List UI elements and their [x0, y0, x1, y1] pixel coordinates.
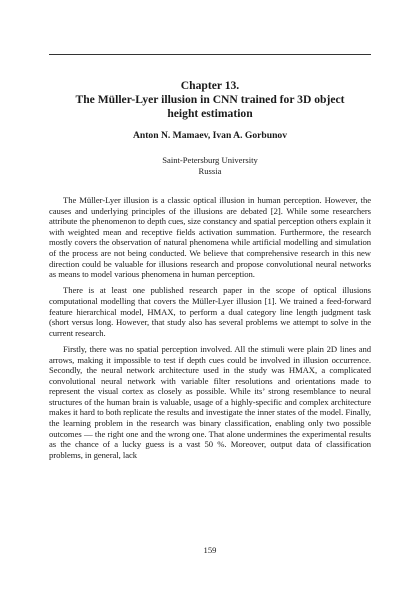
chapter-heading: [49, 79, 371, 121]
paragraph-1: The Müller-Lyer illusion is a classic optical illusion in human perception. However, the causes and underlying principles of the illusions are debated [2]. While some researchers attribute the phenomenon to depth cues, size constancy and spatial perception others explain it with weighted mean and receptive fields activation summation. Furthermore, the research mostly covers the observation of natural phenomena while artificial modelling and simulation of the process are not being conducted. We believe that comprehensive research in this new direction could be valuable for illusions research and propose convolutional neural networks as means to model various phenomena in human perception.: [49, 195, 371, 280]
affiliation: [49, 155, 371, 177]
book-page: [49, 0, 371, 595]
authors: Anton N. Mamaev, Ivan A. Gorbunov: [132, 130, 288, 141]
chapter-title-line-2: height estimation: [167, 107, 253, 120]
chapter-title-line-1: The Müller-Lyer illusion in CNN trained for 3D object: [75, 93, 345, 106]
paragraph-3: Firstly, there was no spatial perception involved. All the stimuli were plain 2D lines and arrows, making it impossible to test if depth cues could be involved in illusion occurrence. Secondly, the neural network architecture used in the study was HMAX, a complicated convolutional neural network with variable filter resolutions and orientations made to represent the visual cortex as closely as possible. While its’ strong resemblance to neural structures of the human brain is valuable, usage of a highly-specific and complex architecture makes it hard to both replicate the results and investigate the inner states of the model. Finally, the learning problem in the research was binary classification, enabling only two possible outcomes — the right one and the wrong one. That alone undermines the experimental results as the chance of a lucky guess is a vast 50 %. Moreover, output data of classification problems, in general, lack: [49, 343, 371, 460]
affiliation-institution: Saint-Petersburg University: [162, 155, 258, 165]
header-rule: [49, 54, 371, 55]
affiliation-country: Russia: [198, 165, 222, 176]
body-text: [49, 195, 371, 466]
paragraph-2: There is at least one published research paper in the scope of optical illusions computational modelling that covers the Müller-Lyer illusion [1]. We trained a feed-forward feature hierarchical model, HMAX, to perform a dual category line length judgment task (short versus long. However, that study also has several problems we attempt to solve in the current research.: [49, 285, 371, 338]
page-number: 159: [203, 545, 217, 555]
chapter-number: Chapter 13.: [180, 79, 240, 92]
